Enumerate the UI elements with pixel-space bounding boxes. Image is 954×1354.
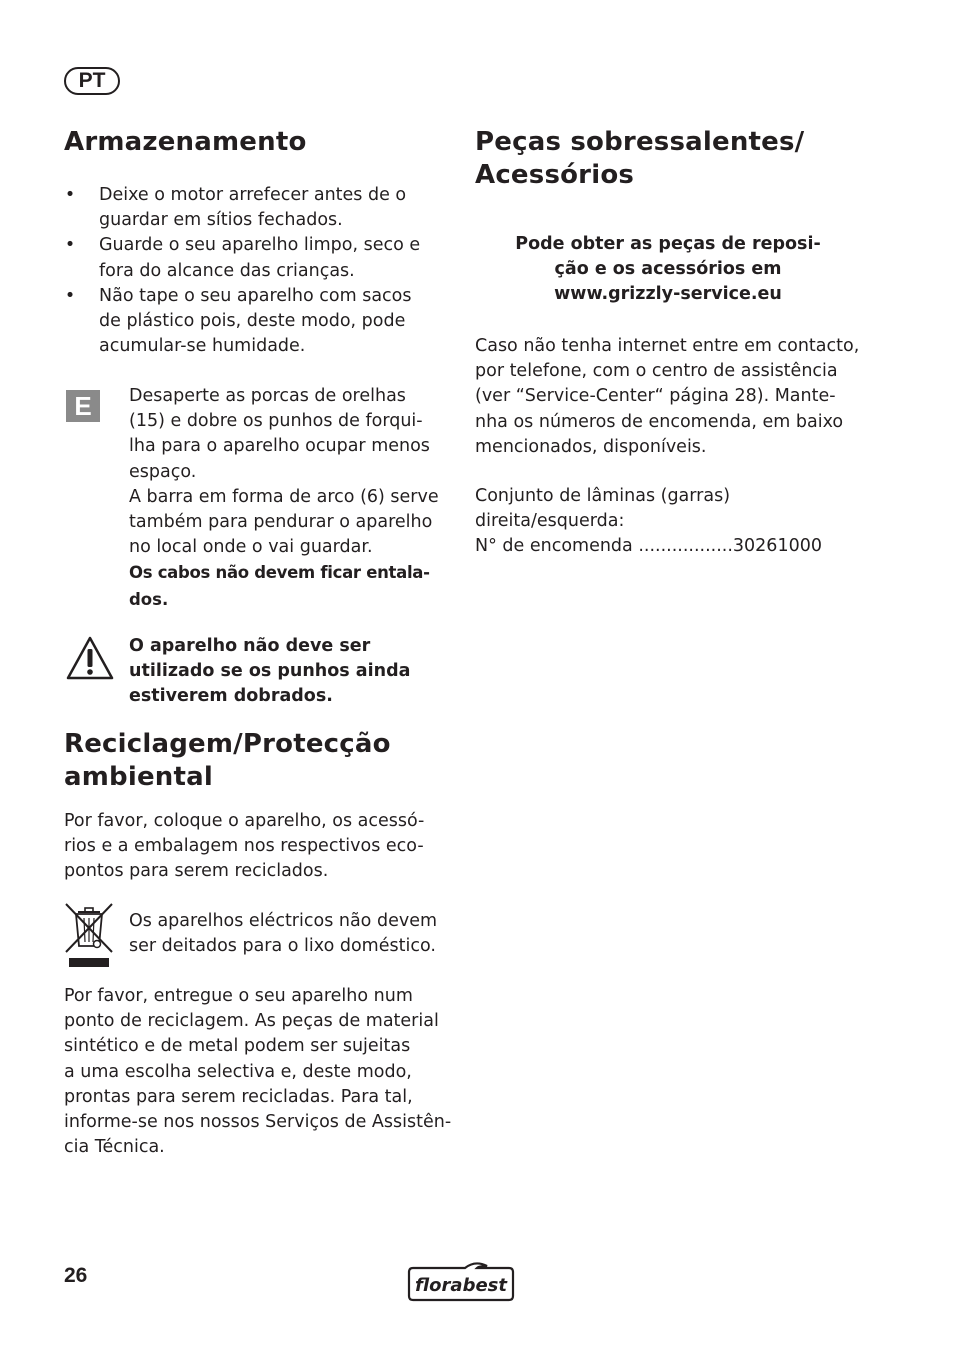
order-number-label: N° de encomenda [475, 536, 633, 557]
weee-text: Os aparelhos eléctricos não devem ser deitados para o lixo doméstico. [129, 911, 438, 957]
florabest-logo [405, 1262, 517, 1302]
warning-text: O aparelho não deve ser utilizado se os punhos ainda estiverem dobrados. [129, 636, 411, 707]
service-contact-text: Caso não tenha internet entre em contacto, por telefone, com o centro de assistência (ver “Service-Center“ página 28). Mante- nha os números de encomenda, em baixo mencionados, disponíveis. [475, 336, 860, 457]
order-number: 30261000 [732, 536, 822, 557]
spare-parts-heading: Peças sobressalentes/ Acessórios [475, 127, 805, 190]
storage-bullet-list [64, 183, 454, 359]
spare-parts-highlight: Pode obter as peças de reposi- ção e os acessórios em www.grizzly-service.eu [515, 234, 821, 305]
list-item: • Deixe o motor arrefecer antes de o guardar em sítios fechados. [64, 185, 407, 231]
storage-heading: Armazenamento [64, 127, 307, 157]
figure-e-instructions: Desaperte as porcas de orelhas (15) e dobre os punhos de forqui- lha para o aparelho ocupar menos espaço. A barra em forma de arco (6) serve também para pendurar o aparelho no local onde o vai guardar. Os cabos não devem ficar entala- dos. [129, 386, 439, 609]
language-badge: PT [64, 67, 120, 95]
order-dots: ................. [632, 536, 733, 557]
crossed-out-bin-icon [64, 902, 114, 968]
part-order-info: Conjunto de lâminas (garras) direita/esquerda: N° de encomenda .................30261000 [475, 486, 822, 557]
recycling-heading: Reciclagem/Protecção ambiental [64, 729, 391, 792]
figure-e-label: E [66, 390, 100, 422]
page-number: 26 [64, 1264, 88, 1287]
warning-icon [66, 636, 114, 680]
svg-text:florabest: florabest [415, 1275, 507, 1296]
recycling-outro: Por favor, entregue o seu aparelho num ponto de reciclagem. As peças de material sintético e de metal podem ser sujeitas a uma escolha selectiva e, deste modo, prontas para serem recicladas. Para tal, informe-se nos nossos Serviços de Assistên- cia Técnica. [64, 986, 452, 1158]
list-item: • Não tape o seu aparelho com sacos de plástico pois, deste modo, pode acumular-se humidade. [64, 285, 412, 357]
list-item: • Guarde o seu aparelho limpo, seco e fora do alcance das crianças. [64, 235, 421, 281]
recycling-intro: Por favor, coloque o aparelho, os acessó- rios e a embalagem nos respectivos eco- pontos para serem reciclados. [64, 811, 425, 882]
